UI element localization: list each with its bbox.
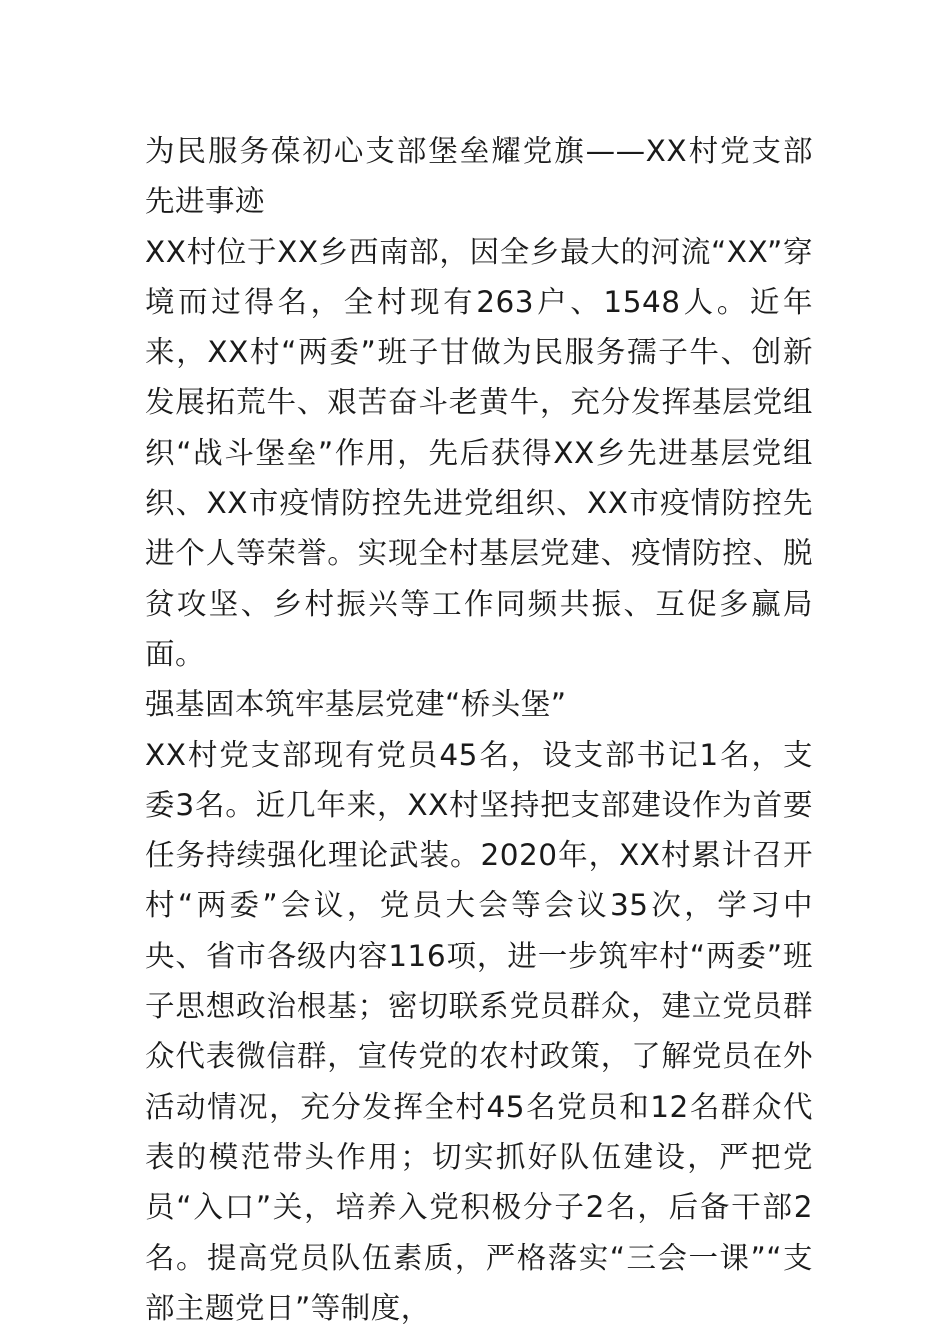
section-heading: 强基固本筑牢基层党建“桥头堡” xyxy=(145,687,567,722)
document-title: 为民服务葆初心支部堡垒耀党旗——XX村党支部先进事迹 xyxy=(145,134,813,219)
document-body xyxy=(145,126,813,1333)
body-paragraph: XX村党支部现有党员45名，设支部书记1名，支委3名。近几年来，XX村坚持把支部建设作为首要任务持续强化理论武装。2020年，XX村累计召开村“两委”会议，党员大会等会议35次，学习中央、省市各级内容116项，进一步筑牢村“两委”班子思想政治根基；密切联系党员群众，建立党员群众代表微信群，宣传党的农村政策，了解党员在外活动情况，充分发挥全村45名党员和12名群众代表的模范带头作用；切实抓好队伍建设，严把党员“入口”关，培养入党积极分子2名，后备干部2名。提高党员队伍素质，严格落实“三会一课”“支部主题党日”等制度， xyxy=(145,737,813,1325)
intro-paragraph: XX村位于XX乡西南部，因全乡最大的河流“XX”穿境而过得名，全村现有263户、1548人。近年来，XX村“两委”班子甘做为民服务孺子牛、创新发展拓荒牛、艰苦奋斗老黄牛，充分发挥基层党组织“战斗堡垒”作用，先后获得XX乡先进基层党组织、XX市疫情防控先进党组织、XX市疫情防控先进个人等荣誉。实现全村基层党建、疫情防控、脱贫攻坚、乡村振兴等工作同频共振、互促多赢局面。 xyxy=(145,234,813,671)
